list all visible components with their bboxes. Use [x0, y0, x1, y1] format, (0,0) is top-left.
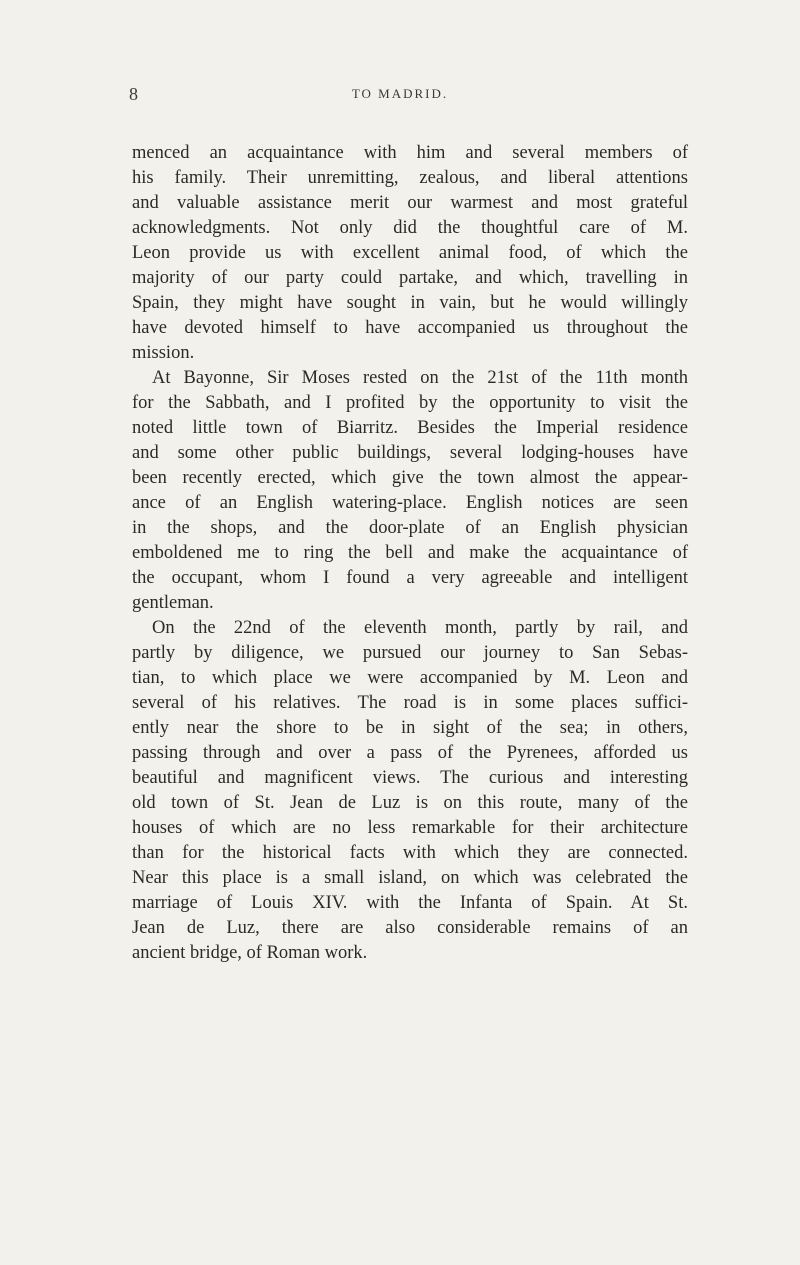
text-line: than for the historical facts with which they are connected.: [132, 843, 688, 863]
text-line: emboldened me to ring the bell and make the acquaintance of: [132, 543, 688, 563]
text-line: noted little town of Biarritz. Besides the Imperial residence: [132, 418, 688, 438]
text-line: ancient bridge, of Roman work.: [132, 943, 368, 963]
text-line: old town of St. Jean de Luz is on this route, many of the: [132, 793, 688, 813]
text-line: mission.: [132, 343, 195, 363]
text-line: On the 22nd of the eleventh month, partly by rail, and: [152, 618, 688, 638]
running-head: TO MADRID.: [351, 86, 449, 101]
text-line: acknowledgments. Not only did the thoughtful care of M.: [132, 218, 688, 238]
text-line: partly by diligence, we pursued our journey to San Sebas-: [132, 643, 688, 663]
body-text: [132, 141, 688, 966]
text-line: ance of an English watering-place. English notices are seen: [132, 493, 688, 513]
page-number: 8: [129, 84, 138, 104]
text-line: in the shops, and the door-plate of an English physician: [132, 518, 688, 538]
text-line: marriage of Louis XIV. with the Infanta of Spain. At St.: [132, 893, 688, 913]
text-line: beautiful and magnificent views. The curious and interesting: [132, 768, 688, 788]
text-line: menced an acquaintance with him and several members of: [132, 143, 688, 163]
text-line: houses of which are no less remarkable for their architecture: [132, 818, 688, 838]
text-line: and some other public buildings, several lodging-houses have: [132, 443, 688, 463]
text-line: ently near the shore to be in sight of the sea; in others,: [132, 718, 688, 738]
text-line: for the Sabbath, and I profited by the opportunity to visit the: [132, 393, 688, 413]
text-line: his family. Their unremitting, zealous, and liberal attentions: [132, 168, 688, 188]
text-line: and valuable assistance merit our warmest and most grateful: [132, 193, 688, 213]
text-line: majority of our party could partake, and which, travelling in: [132, 268, 688, 288]
text-line: At Bayonne, Sir Moses rested on the 21st of the 11th month: [152, 368, 688, 388]
text-line: Spain, they might have sought in vain, but he would willingly: [132, 293, 688, 313]
text-line: have devoted himself to have accompanied us throughout the: [132, 318, 688, 338]
text-line: passing through and over a pass of the Pyrenees, afforded us: [132, 743, 688, 763]
text-line: the occupant, whom I found a very agreeable and intelligent: [132, 568, 688, 588]
text-line: gentleman.: [132, 593, 214, 613]
text-line: Jean de Luz, there are also considerable remains of an: [132, 918, 688, 938]
text-line: Leon provide us with excellent animal food, of which the: [132, 243, 688, 263]
text-line: tian, to which place we were accompanied by M. Leon and: [132, 668, 688, 688]
text-line: several of his relatives. The road is in some places suffici-: [132, 693, 688, 713]
text-line: been recently erected, which give the town almost the appear-: [132, 468, 688, 488]
text-line: Near this place is a small island, on which was celebrated the: [132, 868, 688, 888]
